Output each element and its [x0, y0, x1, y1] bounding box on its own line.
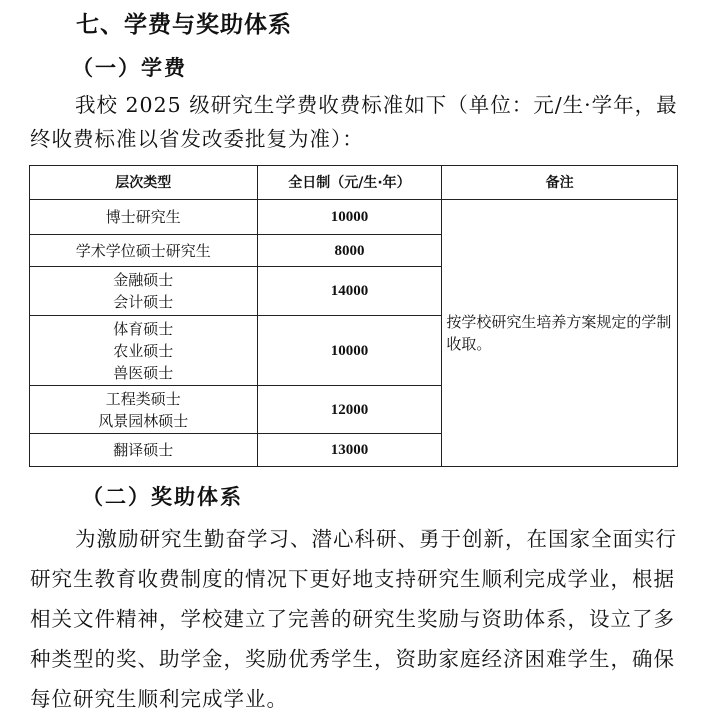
- tuition-intro: 我校 2025 级研究生学费收费标准如下（单位：元/生·学年，最终收费标准以省发改委批复为准）：: [30, 93, 678, 151]
- row-fee: 10000: [257, 316, 442, 386]
- row-fee: 10000: [257, 200, 442, 235]
- header-level-type: 层次类型: [30, 166, 258, 200]
- table-header-row: [30, 166, 678, 200]
- remarks-cell: 按学校研究生培养方案规定的学制收取。: [442, 200, 678, 467]
- header-remarks: 备注: [442, 166, 678, 200]
- section-title: 七、学费与奖助体系: [76, 12, 292, 38]
- aid-heading: （二）奖助体系: [82, 485, 243, 509]
- row-fee: 12000: [257, 386, 442, 434]
- row-type: 体育硕士 农业硕士 兽医硕士: [30, 316, 258, 386]
- row-type: 学术学位硕士研究生: [30, 235, 258, 267]
- aid-paragraph: 为激励研究生勤奋学习、潜心科研、勇于创新，在国家全面实行研究生教育收费制度的情况下更好地支持研究生顺利完成学业，根据相关文件精神，学校建立了完善的研究生奖励与资助体系，设立了多种类型的奖、助学金，奖励优秀学生，资助家庭经济困难学生，确保每位研究生顺利完成学业。: [30, 527, 677, 711]
- row-fee: 13000: [257, 434, 442, 467]
- row-type: 金融硕士 会计硕士: [30, 267, 258, 316]
- row-type: 工程类硕士 风景园林硕士: [30, 386, 258, 434]
- tuition-table: [29, 165, 678, 467]
- row-type: 翻译硕士: [30, 434, 258, 467]
- table-row: [30, 200, 678, 235]
- row-fee: 14000: [257, 267, 442, 316]
- row-fee: 8000: [257, 235, 442, 267]
- row-type: 博士研究生: [30, 200, 258, 235]
- header-fulltime-fee: 全日制（元/生·年）: [257, 166, 442, 200]
- tuition-heading: （一）学费: [72, 56, 187, 80]
